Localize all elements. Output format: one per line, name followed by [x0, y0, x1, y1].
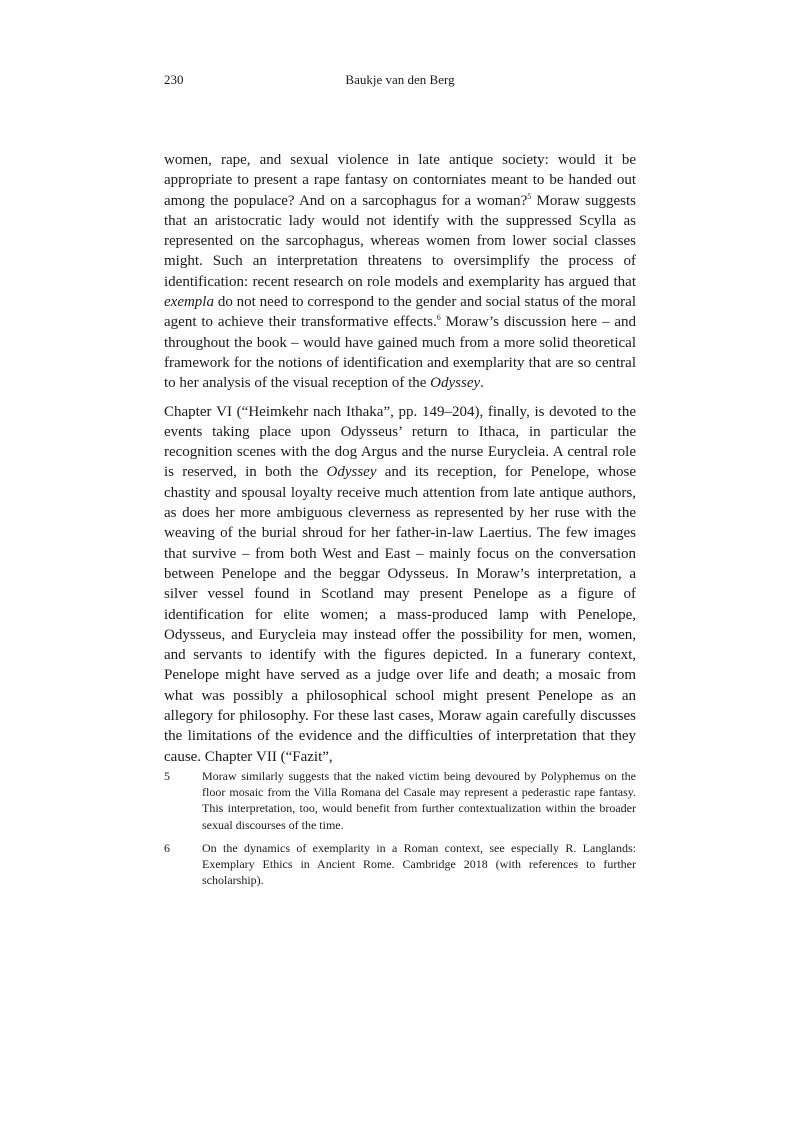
- italic-title: Odyssey: [430, 375, 481, 392]
- footnote-number: 6: [164, 840, 170, 855]
- body-paragraph-2: [164, 402, 636, 767]
- text-run: Moraw suggests that an aristocratic lady would not identify with the suppressed Scylla as represented on the sarcophagus, whereas women from lower social classes might. Such an interpretation threatens to oversimplify the process of identification: recent research on role models and exemplarity has argued that: [164, 192, 636, 290]
- body-paragraph-1: [164, 150, 636, 394]
- page-header: [164, 72, 636, 92]
- footnote-ref-6[interactable]: 6: [436, 313, 441, 323]
- footnote-text: Moraw similarly suggests that the naked victim being devoured by Polyphemus on the floor mosaic from the Villa Romana del Casale may represent a pederastic rape fantasy. This interpretation, too, would benefit from further contextualization within the broader sexual discourses of the time.: [202, 769, 636, 832]
- page-number: 230: [164, 72, 184, 87]
- footnote-5: [164, 768, 636, 833]
- text-run: Moraw’s discussion here – and throughout the book – would have gained much from a more solid theoretical framework for the notions of identification and exemplarity that are so central to her analysis of the visual reception of the: [164, 314, 636, 392]
- footnote-number: 5: [164, 769, 170, 783]
- text-run: Chapter: [164, 403, 217, 420]
- italic-title: Odyssey: [326, 464, 377, 481]
- main-text: [164, 150, 636, 767]
- chapter-numeral: VI: [216, 403, 232, 420]
- footnotes: [164, 768, 636, 888]
- text-run: (“Fazit”,: [276, 748, 333, 765]
- chapter-numeral: VII: [256, 748, 277, 765]
- text-run: .: [480, 375, 484, 392]
- text-run: do not need to correspond to the gender and social status of the moral agent to achieve their transformative effects.: [164, 294, 636, 331]
- footnote-6: [164, 840, 636, 889]
- text-run: (“Heimkehr nach Ithaka”, pp. 149–204), finally, is devoted to the events taking place upon Odysseus’ return to Ithaca, in particular the recognition scenes with the dog Argus and the nurse Eurycleia. A central role is reserved, in both the: [164, 403, 637, 481]
- text-run: women, rape, and sexual violence in late antique society: would it be appropriate to present a rape fantasy on contorniates meant to be handed out among the populace? And on a sarcophagus for a woman?: [164, 152, 636, 209]
- italic-term: exempla: [164, 294, 214, 311]
- footnote-text: On the dynamics of exemplarity in a Roman context, see especially R. Langlands: Exemplary Ethics in Ancient Rome. Cambridge 2018 (with references to further scholarship).: [202, 840, 636, 888]
- running-head: Baukje van den Berg: [345, 72, 455, 87]
- footnote-ref-5[interactable]: 5: [527, 191, 532, 201]
- text-run: and its reception, for Penelope, whose chastity and spousal loyalty receive much attention from late antique authors, as does her more ambiguous cleverness as represented by her ruse with the weaving of the burial shroud for her father-in-law Laertius. The few images that survive – from both West and East – mainly focus on the conversation between Penelope and the beggar Odysseus. In Moraw’s interpretation, a silver vessel found in Scotland may present Penelope as a figure of identification for elite women; a mass-produced lamp with Penelope, Odysseus, and Eurycleia may instead offer the possibility for men, women, and servants to identify with the figures depicted. In a funerary context, Penelope might have served as a judge over life and death; a mosaic from what was possibly a philosophical school might present Penelope as an allegory for philosophy. For these last cases, Moraw again carefully discusses the limitations of the evidence and the difficulties of interpretation that they cause. Chapter: [164, 464, 636, 765]
